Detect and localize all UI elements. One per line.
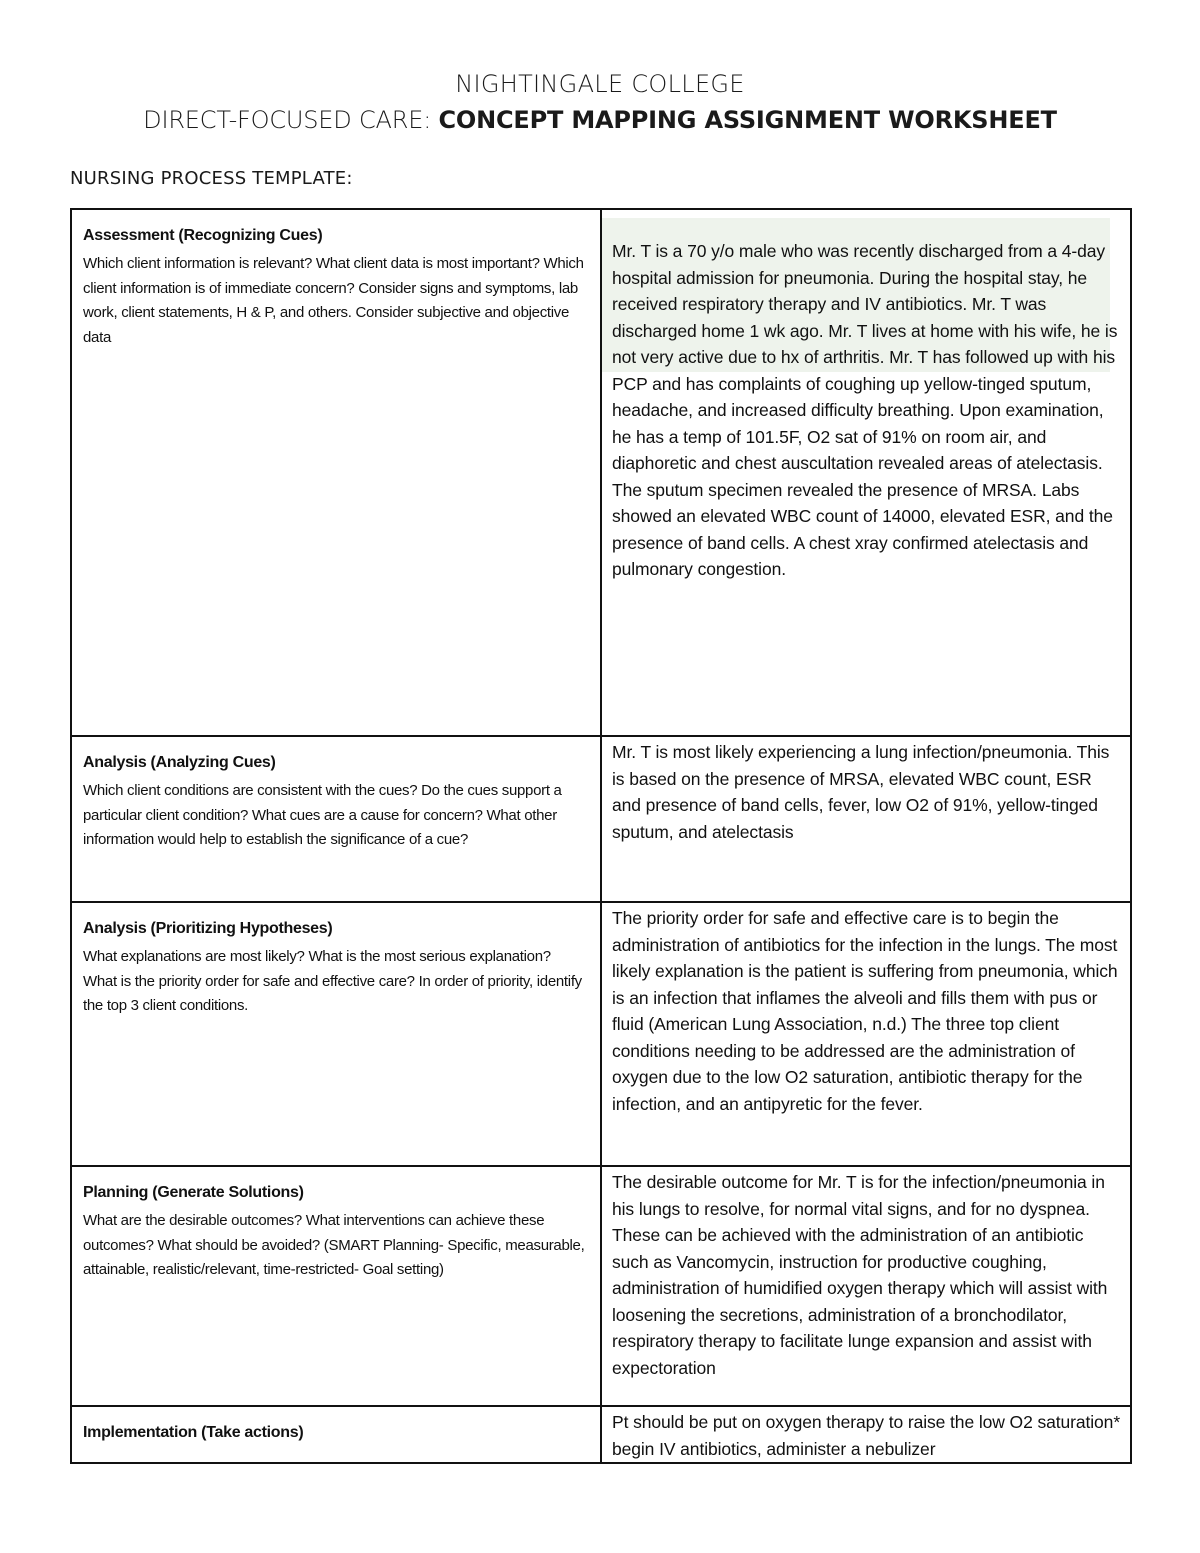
row-implementation — [71, 1406, 1131, 1463]
implementation-prompt-cell — [71, 1406, 601, 1463]
college-name: NIGHTINGALE COLLEGE — [455, 70, 745, 98]
prioritizing-response-cell[interactable] — [601, 902, 1131, 1166]
planning-response: The desirable outcome for Mr. T is for the infection/pneumonia in his lungs to resolve, for normal vital signs, and for no dyspnea. These can be achieved with the administration of an antibiotic such as Vancomycin, instruction for productive coughing, administration of humidified oxygen therapy which will assist with loosening the secretions, administration of a bronchodilator, respiratory therapy to facilitate lunge expansion and assist with expectoration — [612, 1172, 1108, 1378]
row-analyzing-cues — [71, 736, 1131, 902]
template-subheading: NURSING PROCESS TEMPLATE: — [70, 168, 353, 189]
assessment-response-cell[interactable] — [601, 209, 1131, 736]
prioritizing-label: Analysis (Prioritizing Hypotheses) — [83, 920, 333, 937]
row-assessment — [71, 209, 1131, 736]
implementation-response-cell[interactable] — [601, 1406, 1131, 1463]
planning-response-cell[interactable] — [601, 1166, 1131, 1406]
assessment-label: Assessment (Recognizing Cues) — [83, 227, 323, 244]
analyzing-cues-question: Which client conditions are consistent with the cues? Do the cues support a particular client condition? What cues are a cause for concern? What other information would help to establish the significance of a cue? — [83, 782, 562, 848]
row-planning — [71, 1166, 1131, 1406]
worksheet-title — [0, 106, 1200, 134]
title-prefix: DIRECT-FOCUSED CARE: — [143, 106, 432, 134]
planning-prompt-cell — [71, 1166, 601, 1406]
prioritizing-response: The priority order for safe and effective care is to begin the administration of antibiotics for the infection in the lungs. The most likely explanation is the patient is suffering from pneumonia, which is an infection that inflames the alveoli and fills them with pus or fluid (American Lung Association, n.d.) The three top client conditions needing to be addressed are the administration of oxygen due to the low O2 saturation, antibiotic therapy for the infection, and an antipyretic for the fever. — [612, 908, 1118, 1114]
prioritizing-question: What explanations are most likely? What is the most serious explanation? What is the priority order for safe and effective care? In order of priority, identify the top 3 client conditions. — [83, 948, 582, 1014]
title-main: CONCEPT MAPPING ASSIGNMENT WORKSHEET — [438, 106, 1057, 134]
assessment-prompt-cell — [71, 209, 601, 736]
analyzing-cues-label: Analysis (Analyzing Cues) — [83, 754, 276, 771]
analyzing-cues-response: Mr. T is most likely experiencing a lung infection/pneumonia. This is based on the presence of MRSA, elevated WBC count, ESR and presence of band cells, fever, low O2 of 91%, yellow-tinged sputum, and atelectasis — [612, 742, 1110, 842]
nursing-process-table — [70, 208, 1132, 1464]
row-prioritizing-hypotheses — [71, 902, 1131, 1166]
analyzing-cues-prompt-cell — [71, 736, 601, 902]
planning-question: What are the desirable outcomes? What interventions can achieve these outcomes? What should be avoided? (SMART Planning- Specific, measurable, attainable, realistic/relevant, time-restricted- Goal setting) — [83, 1212, 585, 1278]
analyzing-cues-response-cell[interactable] — [601, 736, 1131, 902]
implementation-label: Implementation (Take actions) — [83, 1424, 304, 1441]
assessment-question: Which client information is relevant? What client data is most important? Which client information is of immediate concern? Consider signs and symptoms, lab work, client statements, H & P, and others. Consider subjective and objective data — [83, 255, 584, 346]
assessment-response: Mr. T is a 70 y/o male who was recently discharged from a 4-day hospital admission for pneumonia. During the hospital stay, he received respiratory therapy and IV antibiotics. Mr. T was discharged home 1 wk ago. Mr. T lives at home with his wife, he is not very active due to hx of arthritis. Mr. T has followed up with his PCP and has complaints of coughing up yellow-tinged sputum, headache, and increased difficulty breathing. Upon examination, he has a temp of 101.5F, O2 sat of 91% on room air, and diaphoretic and chest auscultation revealed areas of atelectasis. The sputum specimen revealed the presence of MRSA. Labs showed an elevated WBC count of 14000, elevated ESR, and the presence of band cells. A chest xray confirmed atelectasis and pulmonary congestion. — [612, 241, 1118, 579]
planning-label: Planning (Generate Solutions) — [83, 1184, 304, 1201]
prioritizing-prompt-cell — [71, 902, 601, 1166]
implementation-response: Pt should be put on oxygen therapy to raise the low O2 saturation* begin IV antibiotics, administer a nebulizer — [612, 1412, 1121, 1459]
